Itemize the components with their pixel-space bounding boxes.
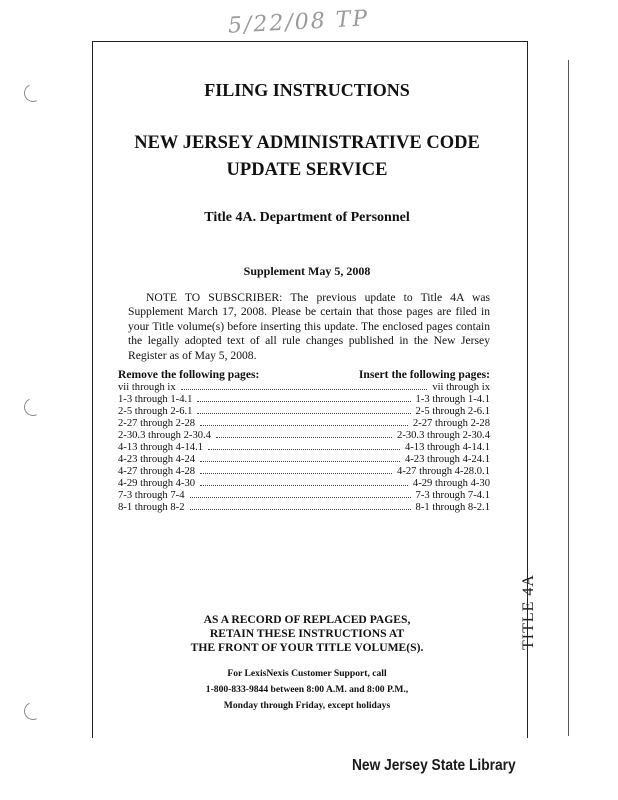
insert-pages-cell: 7-3 through 7-4.1: [415, 490, 490, 501]
record-line-2: RETAIN THESE INSTRUCTIONS AT: [209, 627, 405, 641]
customer-support-info: [92, 666, 522, 714]
subtitle-line-2: UPDATE SERVICE: [226, 160, 388, 180]
top-border-line: [92, 41, 528, 42]
insert-pages-cell: 2-5 through 2-6.1: [415, 406, 490, 417]
remove-pages-header: Remove the following pages:: [118, 368, 260, 381]
insert-pages-cell: 8-1 through 8-2.1: [415, 502, 490, 513]
insert-pages-cell: 4-27 through 4-28.0.1: [397, 466, 490, 477]
document-subtitle: [92, 130, 522, 184]
document-title: FILING INSTRUCTIONS: [204, 80, 410, 100]
insert-pages-header: Insert the following pages:: [358, 368, 490, 381]
insert-pages-cell: 2-27 through 2-28: [412, 418, 490, 429]
page-row: [118, 393, 490, 405]
support-line-2: 1-800-833-9844 between 8:00 A.M. and 8:00 P.M.,: [205, 684, 409, 695]
remove-pages-cell: 4-13 through 4-14.1: [118, 442, 204, 453]
handwritten-date-note: 5/22/08 TP: [227, 6, 370, 39]
support-line-3: Monday through Friday, except holidays: [223, 700, 391, 711]
dot-leader: [208, 441, 400, 450]
page-row: [118, 489, 490, 501]
insert-pages-cell: vii through ix: [432, 382, 490, 393]
page-row: [118, 417, 490, 429]
dot-leader: [197, 393, 410, 402]
page-row: [118, 453, 490, 465]
remove-pages-cell: 4-29 through 4-30: [118, 478, 196, 489]
record-line-3: THE FRONT OF YOUR TITLE VOLUME(S).: [190, 641, 424, 655]
title-tab-label: TITLE 4A: [520, 574, 537, 650]
dot-leader: [181, 381, 428, 390]
remove-pages-cell: 7-3 through 7-4: [118, 490, 185, 501]
dot-leader: [216, 429, 392, 438]
page-row: [118, 405, 490, 417]
insert-pages-cell: 2-30.3 through 2-30.4: [397, 430, 490, 441]
remove-pages-cell: 4-27 through 4-28: [118, 466, 196, 477]
remove-pages-cell: 1-3 through 1-4.1: [118, 394, 193, 405]
library-stamp: New Jersey State Library: [352, 757, 516, 774]
insert-pages-cell: 4-23 through 4-24.1: [404, 454, 490, 465]
record-instructions: [92, 613, 522, 656]
dot-leader: [190, 501, 411, 510]
remove-pages-cell: 8-1 through 8-2: [118, 502, 185, 513]
page-row: [118, 441, 490, 453]
dot-leader: [200, 465, 392, 474]
page-row: [118, 477, 490, 489]
record-line-1: AS A RECORD OF REPLACED PAGES,: [203, 613, 411, 626]
dot-leader: [200, 453, 400, 462]
remove-pages-cell: 2-27 through 2-28: [118, 418, 196, 429]
subscriber-note: NOTE TO SUBSCRIBER: The previous update to Title 4A was Supplement March 17, 2008. Please be certain that those pages are filed in your Title volume(s) before inserting this update. The enclosed pages contain the legally adopted text of all rule changes published in the New Jersey Register as of May 5, 2008.: [128, 291, 490, 362]
punch-hole-top: [21, 81, 44, 104]
remove-pages-cell: 2-5 through 2-6.1: [118, 406, 193, 417]
dot-leader: [200, 417, 408, 426]
page-replacement-list: [118, 381, 490, 513]
remove-pages-cell: 4-23 through 4-24: [118, 454, 196, 465]
punch-hole-middle: [21, 395, 44, 418]
tab-edge-line: [568, 60, 569, 736]
title-section: Title 4A. Department of Personnel: [204, 210, 410, 225]
dot-leader: [190, 489, 411, 498]
insert-pages-cell: 1-3 through 1-4.1: [415, 394, 490, 405]
insert-pages-cell: 4-13 through 4-14.1: [404, 442, 490, 453]
remove-pages-cell: vii through ix: [118, 382, 176, 393]
punch-hole-bottom: [21, 699, 44, 722]
page-row: [118, 465, 490, 477]
dot-leader: [200, 477, 408, 486]
supplement-date: Supplement May 5, 2008: [243, 264, 371, 278]
insert-pages-cell: 4-29 through 4-30: [412, 478, 490, 489]
page-row: [118, 429, 490, 441]
dot-leader: [197, 405, 410, 414]
subtitle-line-1: NEW JERSEY ADMINISTRATIVE CODE: [134, 133, 480, 153]
support-line-1: For LexisNexis Customer Support, call: [227, 668, 387, 679]
page-row: [118, 501, 490, 513]
remove-pages-cell: 2-30.3 through 2-30.4: [118, 430, 211, 441]
page-row: [118, 381, 490, 393]
